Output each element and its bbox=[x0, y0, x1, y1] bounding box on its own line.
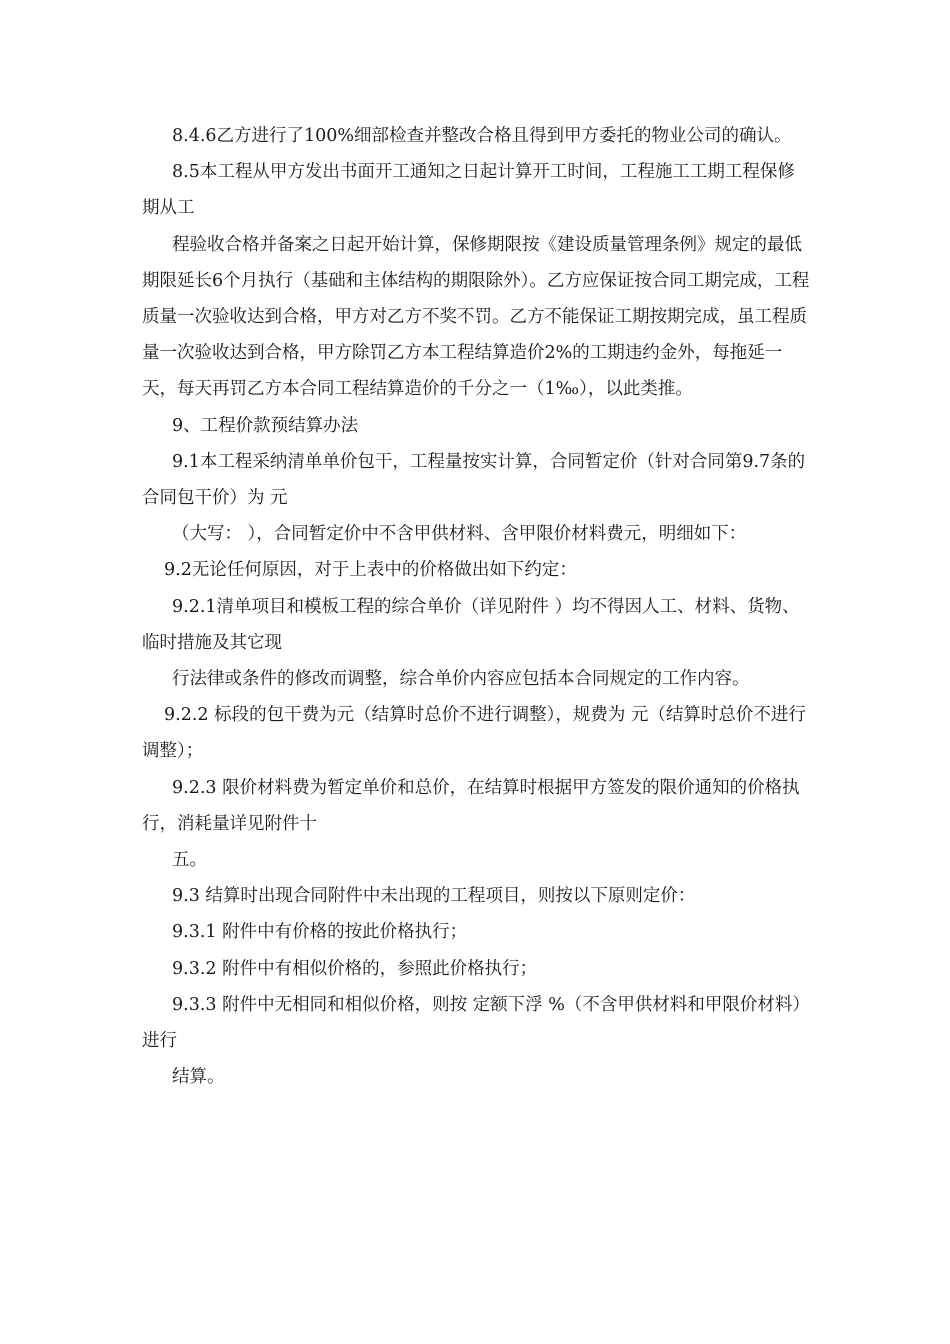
paragraph-9-2-2: 9.2.2 标段的包干费为元（结算时总价不进行调整），规费为 元（结算时总价不进行调整）； bbox=[142, 705, 806, 762]
paragraph-9-3-1: 9.3.1 附件中有价格的按此价格执行； bbox=[172, 922, 468, 943]
paragraph-9-3: 9.3 结算时出现合同附件中未出现的工程项目，则按以下原则定价： bbox=[172, 886, 696, 907]
paragraph-8-5-continuation: 程验收合格并备案之日起开始计算，保修期限按《建设质量管理条例》规定的最低期限延长6个月执行（基础和主体结构的期限除外）。乙方应保证按合同工期完成，工程质量一次验收达到合格，甲方对乙方不奖不罚。乙方不能保证工期按期完成，虽工程质量一次验收达到合格，甲方除罚乙方本工程结算造价2%的工期违约金外，每拖延一天，每天再罚乙方本合同工程结算造价的千分之一（1‰），以此类推。 bbox=[142, 234, 810, 400]
paragraph-9-3-2: 9.3.2 附件中有相似价格的，参照此价格执行； bbox=[172, 958, 538, 979]
paragraph-9-3-3: 9.3.3 附件中无相同和相似价格，则按 定额下浮 %（不含甲供材料和甲限价材料）进行 bbox=[142, 994, 810, 1052]
paragraph-9-2-1: 9.2.1清单项目和模板工程的综合单价（详见附件 ）均不得因人工、材料、货物、临时措施及其它现 bbox=[142, 596, 800, 653]
section-heading-9: 9、工程价款预结算办法 bbox=[172, 415, 359, 436]
paragraph-9-2-1-continuation: 行法律或条件的修改而调整，综合单价内容应包括本合同规定的工作内容。 bbox=[172, 669, 750, 690]
paragraph-8-5: 8.5本工程从甲方发出书面开工通知之日起计算开工时间，工程施工工期工程保修期从工 bbox=[142, 162, 795, 219]
paragraph-9-2-3-continuation: 五。 bbox=[172, 850, 207, 871]
paragraph-9-1-continuation: （大写： ），合同暂定价中不含甲供材料、含甲限价材料费元，明细如下： bbox=[172, 524, 747, 545]
paragraph-9-2: 9.2无论任何原因，对于上表中的价格做出如下约定： bbox=[164, 560, 577, 581]
paragraph-9-2-3: 9.2.3 限价材料费为暂定单价和总价，在结算时根据甲方签发的限价通知的价格执行，消耗量详见附件十 bbox=[142, 777, 800, 834]
paragraph-9-3-3-continuation: 结算。 bbox=[172, 1067, 225, 1088]
document-body bbox=[142, 118, 812, 1095]
paragraph-9-1: 9.1本工程采纳清单单价包干，工程量按实计算，合同暂定价（针对合同第9.7条的合同包干价）为 元 bbox=[142, 451, 806, 509]
paragraph-8-4-6: 8.4.6乙方进行了100%细部检查并整改合格且得到甲方委托的物业公司的确认。 bbox=[172, 126, 792, 146]
